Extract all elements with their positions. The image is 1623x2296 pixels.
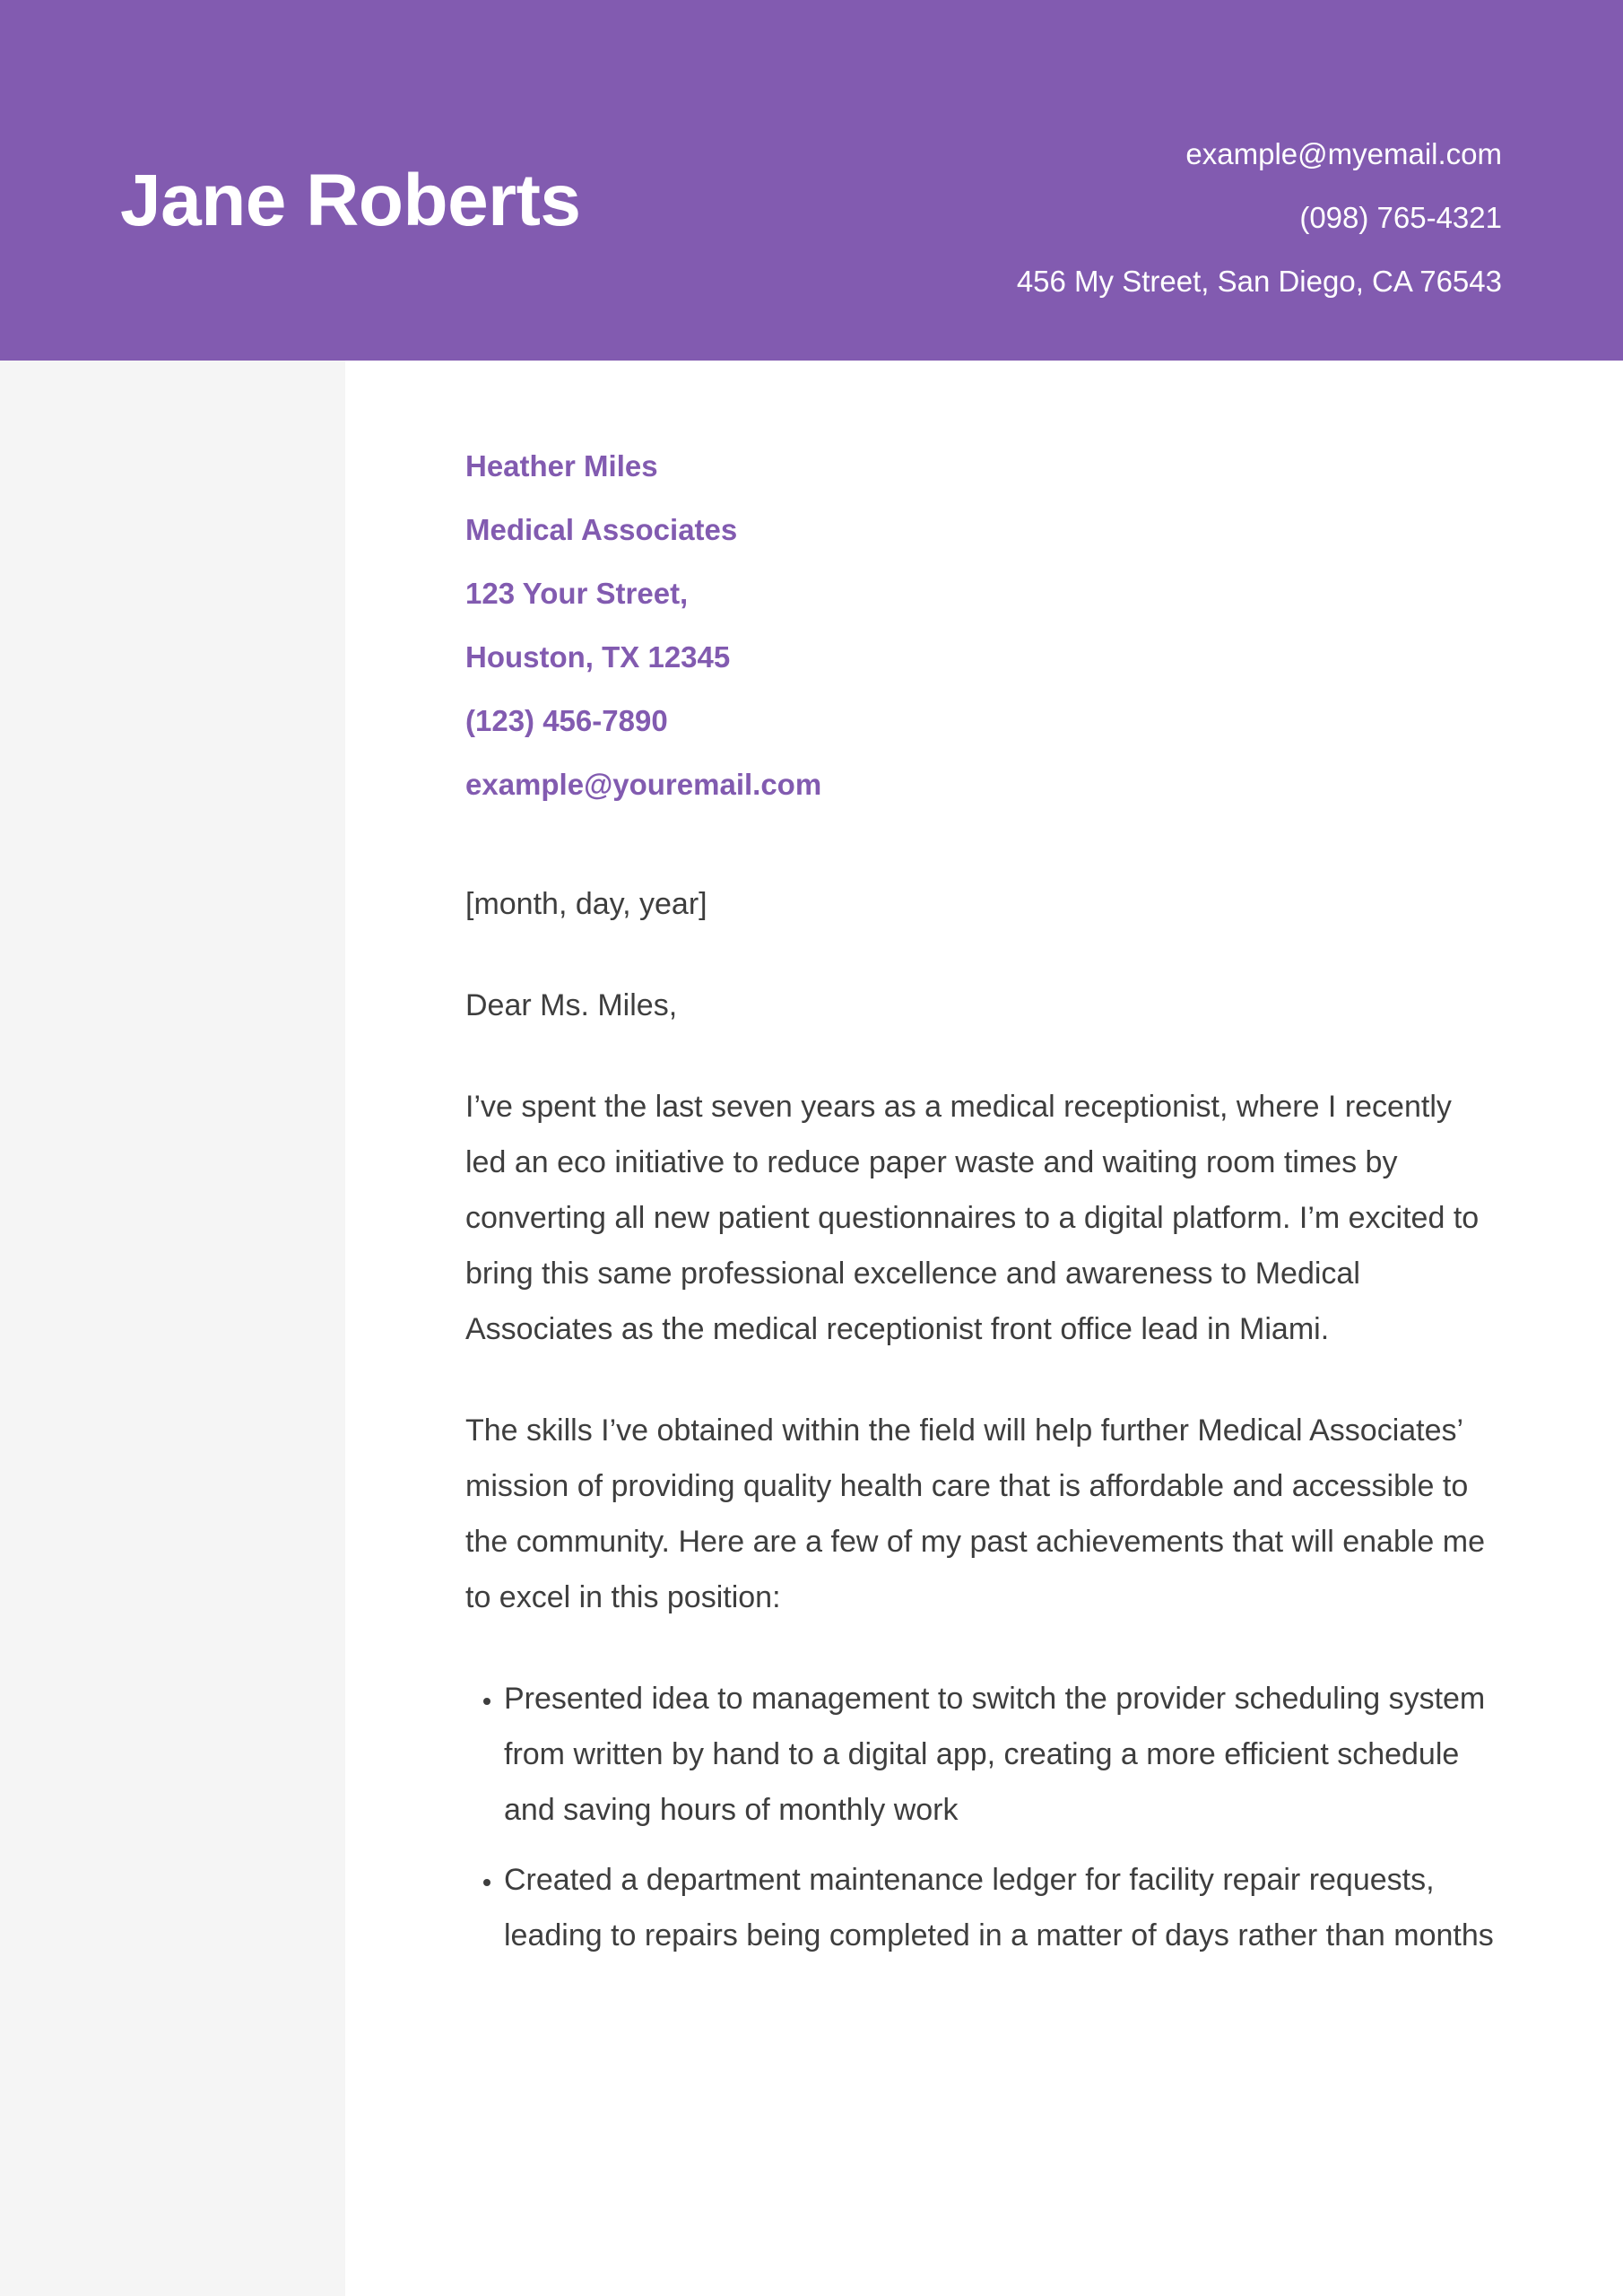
sender-phone[interactable]: (098) 765-4321 (1299, 201, 1502, 234)
recipient-phone[interactable]: (123) 456-7890 (465, 704, 668, 737)
sender-address: 456 My Street, San Diego, CA 76543 (1016, 265, 1502, 298)
header-banner (0, 0, 1623, 361)
sender-contact (1017, 122, 1502, 313)
recipient-company: Medical Associates (465, 513, 738, 546)
recipient-email[interactable]: example@youremail.com (465, 768, 822, 801)
letter-greeting: Dear Ms. Miles, (465, 988, 678, 1022)
achievements-list (465, 1671, 1497, 1963)
recipient-city: Houston, TX 12345 (465, 640, 731, 674)
letter-date: [month, day, year] (465, 887, 707, 921)
achievement-item: • Presented idea to management to switch the provider scheduling system from written by hand to a digital app, creating a more efficient schedule and saving hours of monthly work (504, 1671, 1497, 1838)
sender-email[interactable]: example@myemail.com (1185, 137, 1502, 170)
sender-name: Jane Roberts (120, 160, 581, 241)
left-sidebar (0, 361, 345, 2296)
recipient-street: 123 Your Street, (465, 577, 689, 610)
letter-paragraph: The skills I’ve obtained within the field will help further Medical Associates’ mission of providing quality health care that is affordable and accessible to the community. Here are a few of my past achievements that will enable me to excel in this position: (465, 1413, 1485, 1614)
achievement-item: • Created a department maintenance ledger for facility repair requests, leading to repairs being completed in a matter of days rather than months (504, 1852, 1497, 1963)
letter-body (465, 876, 1497, 1978)
recipient-block (465, 434, 821, 816)
letter-paragraph: I’ve spent the last seven years as a medical receptionist, where I recently led an eco initiative to reduce paper waste and waiting room times by converting all new patient questionnaires to a digital platform. I’m excited to bring this same professional excellence and awareness to Medical Associates as the medical receptionist front office lead in Miami. (465, 1090, 1480, 1346)
recipient-name: Heather Miles (465, 449, 658, 483)
